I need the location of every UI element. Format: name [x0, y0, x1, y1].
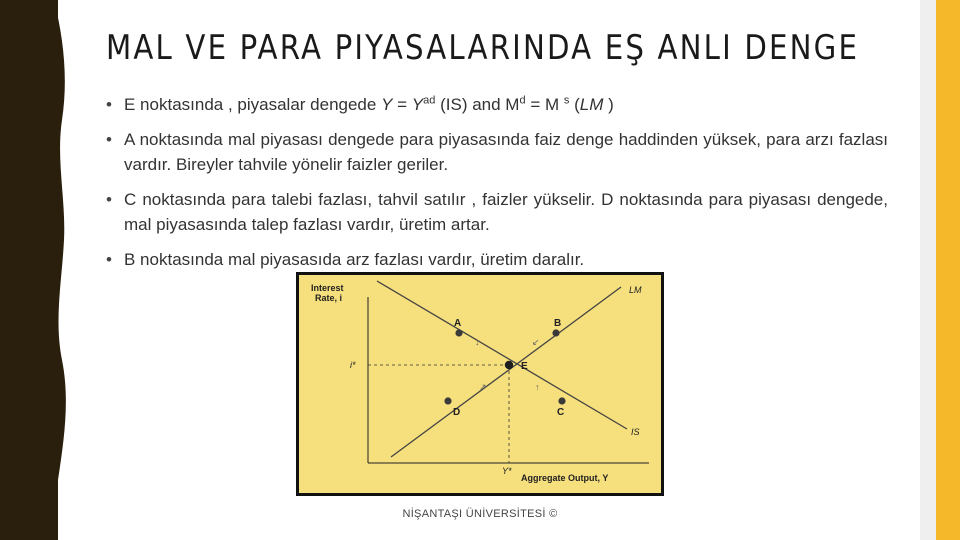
x-axis-label: Aggregate Output, Y — [521, 473, 609, 483]
point-a-label: A — [454, 318, 462, 329]
is-lm-diagram — [296, 272, 664, 496]
is-lm-graph — [299, 275, 661, 493]
bullet-text: = M — [525, 95, 564, 114]
point-e — [505, 361, 513, 369]
point-c-label: C — [557, 407, 565, 418]
point-d — [444, 397, 451, 404]
y-star-label: Y* — [502, 466, 512, 476]
lm-label: LM — [629, 285, 642, 295]
arrow-mark: ↙ — [532, 337, 540, 347]
point-e-label: E — [521, 361, 528, 372]
bullet-text: ( — [569, 95, 580, 114]
point-a — [455, 329, 462, 336]
y-axis-label: Rate, i — [315, 293, 343, 303]
arrow-mark: ↓ — [475, 337, 480, 347]
superscript-s: s — [563, 94, 570, 107]
variable-y: Y — [381, 95, 393, 114]
footer — [0, 508, 960, 520]
is-curve — [377, 281, 627, 429]
right-gold-band — [936, 0, 960, 540]
bullet-text: (IS) and M — [435, 95, 520, 114]
bullet-item: • A noktasında mal piyasası dengede para piyasasında faiz denge haddinden yüksek, para arzı fazlası vardır. Bireyler tahvile yönelir faizler geriler. — [106, 127, 888, 177]
bullet-text: E noktasında , piyasalar dengede — [124, 95, 382, 114]
arrow-mark: ↑ — [535, 382, 540, 392]
y-axis-label: Interest — [311, 283, 344, 293]
left-wave-edge — [40, 0, 80, 540]
i-star-label: i* — [350, 360, 356, 370]
footer-text: NİŞANTAŞI ÜNİVERSİTESİ © — [402, 508, 558, 520]
lm-curve — [391, 287, 621, 457]
bullet-item: • C noktasında para talebi fazlası, tahvil satılır , faizler yükselir. D noktasında para piyasası dengede, mal piyasasında talep fazlası vardır, üretim artar. — [106, 187, 888, 237]
is-label: IS — [631, 427, 640, 437]
bullet-text: ) — [603, 95, 614, 114]
equals-sign: = — [392, 95, 412, 114]
point-d-label: D — [453, 407, 461, 418]
right-gray-strip — [920, 0, 936, 540]
point-c — [558, 397, 565, 404]
bullet-item — [106, 92, 888, 117]
lm-label: LM — [579, 95, 604, 114]
arrow-mark: ↗ — [479, 382, 487, 392]
point-b-label: B — [554, 318, 562, 329]
bullet-list — [106, 92, 888, 282]
bullet-item: • B noktasında mal piyasasıda arz fazlası vardır, üretim daralır. — [106, 247, 888, 272]
variable-y: Y — [411, 95, 424, 114]
slide-title: MAL VE PARA PIYASALARINDA EŞ ANLI DENGE — [106, 28, 860, 68]
superscript-ad: ad — [423, 94, 436, 107]
superscript-d: d — [519, 94, 526, 107]
point-b — [552, 329, 559, 336]
